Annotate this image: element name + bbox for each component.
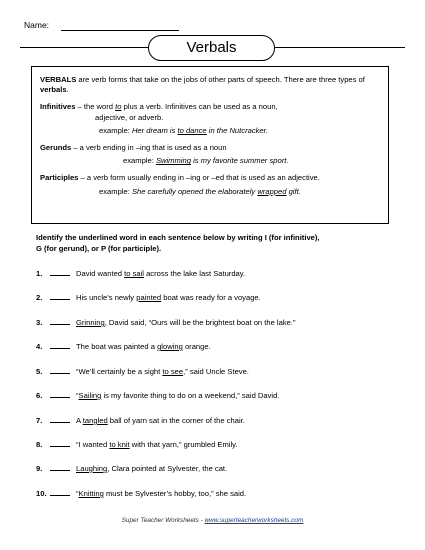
answer-blank[interactable] (50, 415, 70, 423)
example-label: example: (123, 156, 156, 166)
question-number: 10. (36, 489, 47, 498)
instructions-line2: G (for gerund), or P (for participle). (36, 243, 162, 253)
example-post: in the Nutcracker. (206, 125, 268, 135)
underlined-word: to see (162, 367, 184, 376)
footer-site-name: Super Teacher Worksheets (121, 517, 199, 524)
gerunds-definition (40, 143, 380, 153)
underlined-word: to sail (124, 269, 144, 278)
question-item (36, 268, 245, 279)
question-number: 8. (36, 440, 43, 449)
example-pre: She carefully opened the elaborately (131, 186, 258, 196)
sentence-pre: “ (76, 489, 79, 498)
name-line[interactable] (61, 30, 179, 31)
question-number: 1. (36, 269, 43, 278)
gerunds-section (40, 143, 380, 166)
sentence-post: , Clara pointed at Sylvester, the cat. (107, 464, 228, 473)
question-number: 9. (36, 464, 43, 473)
question-item (36, 439, 238, 450)
answer-blank[interactable] (50, 463, 70, 471)
infinitives-term: Infinitives (40, 102, 76, 112)
sentence-post: ball of yarn sat in the corner of the chair. (107, 416, 245, 425)
example-post: gift. (286, 186, 301, 196)
page-title: Verbals (148, 35, 275, 61)
question-item (36, 488, 246, 499)
sentence-pre: His uncle’s newly (76, 293, 137, 302)
sentence-pre: A (76, 416, 83, 425)
infinitives-example (40, 126, 380, 136)
question-number: 7. (36, 416, 43, 425)
sentence-pre: “We’ll certainly be a sight (76, 367, 163, 376)
sentence-post: across the lake last Saturday. (143, 269, 246, 278)
sentence-post: is my favorite thing to do on a weekend,” said David. (101, 391, 280, 400)
sentence-post: with that yarn,” grumbled Emily. (129, 440, 238, 449)
question-number: 5. (36, 367, 43, 376)
underlined-word: Grinning (76, 318, 105, 327)
question-item (36, 292, 261, 303)
gerunds-def: – a verb ending in –ing that is used as a noun (71, 143, 227, 153)
example-underlined: to dance (177, 125, 207, 135)
answer-blank[interactable] (50, 268, 70, 276)
answer-blank[interactable] (50, 341, 70, 349)
sentence-post: orange. (182, 342, 211, 351)
infinitives-dash: – the word (75, 102, 116, 112)
sentence-pre: “ (76, 391, 79, 400)
sentence-post: , David said, “Ours will be the brightest boat on the lake.” (104, 318, 296, 327)
participles-example (40, 187, 380, 197)
infinitives-section (40, 102, 380, 136)
participles-term: Participles (40, 173, 79, 183)
underlined-word: tangled (82, 416, 108, 425)
sentence-post: must be Sylvester’s hobby, too,” she said. (103, 489, 247, 498)
answer-blank[interactable] (50, 292, 70, 300)
answer-blank[interactable] (50, 488, 70, 496)
underlined-word: Laughing (76, 464, 108, 473)
question-item (36, 390, 279, 401)
question-number: 3. (36, 318, 43, 327)
intro-term: VERBALS (40, 75, 77, 84)
example-pre: Her dream is (131, 125, 178, 135)
answer-blank[interactable] (50, 366, 70, 374)
sentence-post: boat was ready for a voyage. (161, 293, 261, 302)
underlined-word: Knitting (78, 489, 104, 498)
underlined-word: to knit (109, 440, 130, 449)
intro-bold-end: verbals (40, 85, 67, 95)
answer-blank[interactable] (50, 439, 70, 447)
participles-section (40, 173, 380, 196)
question-number: 6. (36, 391, 43, 400)
question-number: 2. (36, 293, 43, 302)
infinitives-def-rest: plus a verb. Infinitives can be used as a noun, (121, 102, 278, 112)
gerunds-example (40, 156, 380, 166)
infinitives-def-line2: adjective, or adverb. (95, 112, 164, 122)
intro-text: are verb forms that take on the jobs of other parts of speech. There are three types of (76, 75, 365, 84)
definitions-box (31, 66, 389, 224)
instructions-line1: Identify the underlined word in each sentence below by writing I (for infinitive), (36, 233, 320, 242)
underlined-word: Sailing (78, 391, 102, 400)
infinitives-to: to (115, 102, 122, 112)
answer-blank[interactable] (50, 390, 70, 398)
name-row (24, 20, 49, 30)
underlined-word: glowing (157, 342, 183, 351)
intro-paragraph (40, 75, 380, 95)
participles-definition (40, 173, 380, 183)
gerunds-term: Gerunds (40, 143, 72, 153)
footer-separator: - (198, 517, 205, 524)
underlined-word: painted (136, 293, 162, 302)
question-item (36, 317, 296, 328)
example-underlined: Swimming (155, 156, 191, 166)
example-label: example: (99, 125, 132, 135)
example-post: is my favorite summer sport. (190, 156, 289, 166)
footer-link[interactable]: www.superteacherworksheets.com (204, 517, 304, 524)
infinitives-definition (40, 102, 380, 112)
sentence-pre: “I wanted (76, 440, 110, 449)
participles-def: – a verb form usually ending in –ing or –ed that is used as an adjective. (78, 173, 320, 183)
answer-blank[interactable] (50, 317, 70, 325)
footer (0, 517, 425, 524)
name-label: Name: (24, 20, 50, 30)
sentence-pre: The boat was painted a (76, 342, 158, 351)
question-item (36, 341, 211, 352)
example-underlined: wrapped (257, 186, 287, 196)
intro-period: . (66, 85, 69, 95)
question-item (36, 463, 227, 474)
question-item (36, 415, 245, 426)
question-item (36, 366, 249, 377)
sentence-pre: David wanted (76, 269, 125, 278)
question-number: 4. (36, 342, 43, 351)
example-label: example: (99, 186, 132, 196)
sentence-post: ,” said Uncle Steve. (183, 367, 249, 376)
instructions (36, 233, 386, 254)
